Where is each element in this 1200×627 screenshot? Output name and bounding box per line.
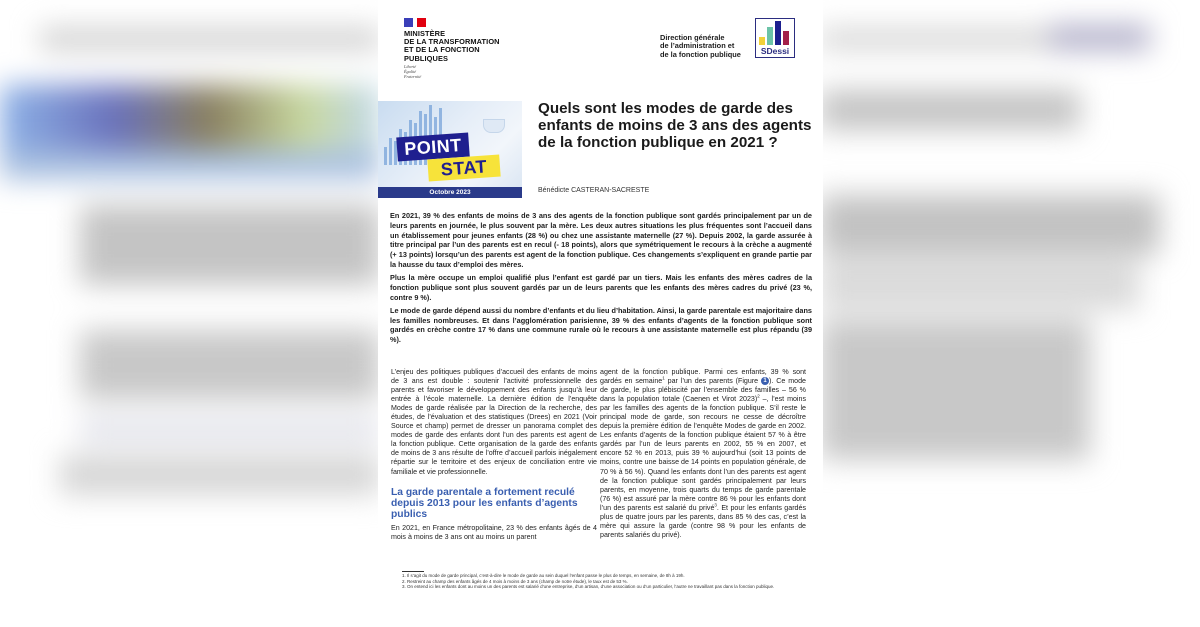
banner-stat-label: STAT [427, 155, 500, 182]
coffee-cup-icon [483, 119, 505, 133]
publication-date: Octobre 2023 [378, 187, 522, 198]
footnotes [402, 573, 802, 590]
body-paragraph: agent de la fonction publique. Parmi ces enfants, 39 % sont gardés en semaine$^1$ par l’un des parents (Figure 1 ). Ce mode de garde, le plus plébiscité par l’ensemble des familles – 56 % dans la population totale (Caenen et Virot 2023)$^2$ –, l’est moins par les familles des agents de la fonction publique. S’il reste le principal mode de garde, son recours ne cesse de décroître depuis la première édition de l’enquête Modes de garde en 2002. Les enfants d’agents de la fonction publique étaient 57 % à être gardés par l’un de leurs parents en 2002, 55 % en 2007, et encore 52 % en 2013, puis 39 % aujourd’hui (soit 13 points de moins, contre une baisse de 14 points en population générale, de 70 % à 56 %). Quand les enfants dont l’un des parents est agent de la fonction publique sont gardés principalement par leurs parents, en moyenne, trois quarts du temps de garde parentale (76 %) est assuré par la mère contre 86 % pour les enfants dont l’un des parents est salarié du privé$^3$. Et pour les enfants gardés plus de quatre jours par les parents, dans 85 % des cas, c’est la mère qui assure la garde (contre 98 % pour les enfants de parents salariés du privé). [600, 368, 806, 539]
summary-paragraph: Plus la mère occupe un emploi qualifié plus l’enfant est gardé par un tiers. Mais les enfants des mères cadres de la fonction publique sont plus souvent gardés par un de leurs parents que les enfants des mères cadres du privé (23 %, contre 9 %). [390, 273, 812, 302]
author: Bénédicte CASTERAN-SACRESTE [538, 187, 650, 194]
sdessi-logo: SDessi [755, 18, 795, 58]
intro-paragraph: L’enjeu des politiques publiques d’accueil des enfants de moins de 3 ans est double : soutenir l’activité professionnelle des parents et favoriser le développement des enfants jusqu’à leur entrée à l’école maternelle. La dernière édition de l’enquête Modes de garde réalisée par la Direction de la recherche, des études, de l’évaluation et des statistiques (Drees) en 2021 (Voir Source et champ) permet de dresser un panorama complet des modes de garde des enfants dont l’un des parents est agent de la fonction publique. Cette organisation de la garde des enfants de moins de 3 ans résulte de l’offre d’accueil parfois inégalement répartie sur le territoire et des enjeux de conciliation entre vie familiale et vie professionnelle. [391, 368, 597, 476]
footnote-ref[interactable]: 3 [714, 502, 717, 508]
bar-chart-icon [759, 21, 791, 45]
republic-motto: Liberté Égalité Fraternité [404, 64, 422, 79]
point-stat-banner [378, 101, 522, 198]
footnote: 1. Il s’agit du mode de garde principal, c’est-à-dire le mode de garde au sein duquel l’enfant passe le plus de temps, en semaine, de 8h à 19h. [402, 573, 685, 578]
figure-ref-link[interactable]: 1 [761, 377, 769, 385]
document-page [378, 0, 823, 627]
footnote-divider [402, 571, 424, 572]
summary-paragraph: Le mode de garde dépend aussi du nombre d’enfants et du lieu d’habitation. Ainsi, la garde parentale est majoritaire dans les familles nombreuses. Et dans l’agglomération parisienne, 39 % des enfants d’agents de la fonction publique sont gardés en crèche contre 17 % dans une commune rurale où le recours à une assistante maternelle est plus répandu (39 %). [390, 305, 812, 344]
section-heading: La garde parentale a fortement reculé depuis 2013 pour les enfants d’agents publics [391, 486, 578, 521]
blurred-background-right [820, 0, 1200, 627]
dgafp-name: Direction générale de l’administration et de la fonction publique [660, 33, 741, 59]
body-column-left [391, 368, 597, 542]
body-column-right [600, 368, 806, 540]
footnote: 2. Restreint au champ des enfants âgés de 4 mois à moins de 3 ans (champ de notre étude), le taux est de 53 %. [402, 578, 628, 584]
footnote: 3. On entend ici les enfants dont au moins un des parents est salarié d’une entreprise, d’un artisan, d’une association ou d’un particulier, l’autre ne travaillant pas dans la fonction publique. [402, 584, 775, 590]
blurred-background-left [0, 0, 380, 627]
ministry-name: MINISTÈRE DE LA TRANSFORMATION ET DE LA FONCTION PUBLIQUES [404, 29, 500, 63]
footnote-ref[interactable]: 1 [662, 375, 665, 381]
summary [390, 211, 812, 348]
summary-paragraph: En 2021, 39 % des enfants de moins de 3 ans des agents de la fonction publique sont gardés principalement par un de leurs parents en journée, le plus souvent par la mère. Les deux autres situations les plus fréquentes sont l’accueil dans un établissement pour jeunes enfants (28 %) ou chez une assistante maternelle (27 %). Depuis 2002, la garde assurée à titre principal par l’un des parents est en recul (- 18 points), alors que symétriquement le recours à la crèche a augmenté (+ 13 points) lorsqu’un des parents est agent de la fonction publique. Ces changements s’expliquent en grande partie par la hausse du taux d’emploi des mères. [390, 211, 812, 269]
marianne-flag-icon [404, 18, 426, 27]
page-title: Quels sont les modes de garde des enfants de moins de 3 ans des agents de la fonction publique en 2021 ? [538, 100, 812, 152]
footnote-ref[interactable]: 2 [757, 393, 760, 399]
banner-point-label: POINT [396, 133, 469, 162]
body-paragraph: En 2021, en France métropolitaine, 23 % des enfants âgés de 4 mois à moins de 3 ans ont au moins un parent [391, 523, 597, 541]
